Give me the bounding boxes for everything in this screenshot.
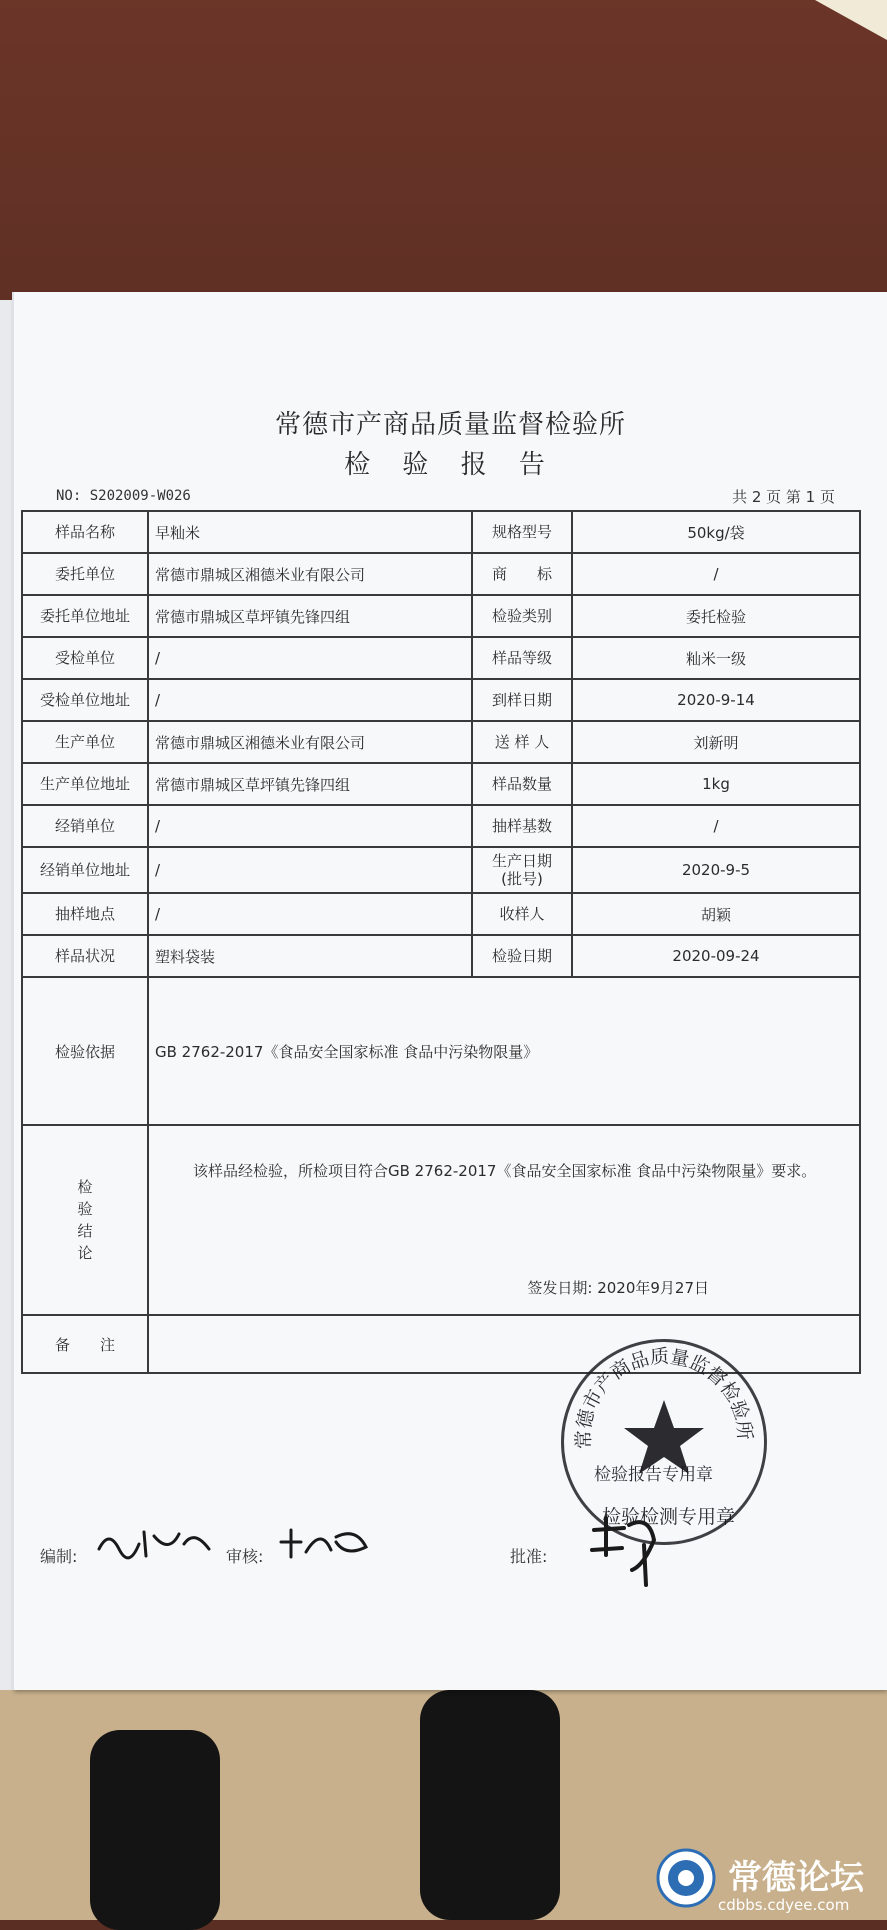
row-value-right: 胡颖: [572, 893, 860, 935]
approver-signature: [584, 1510, 674, 1590]
compiled-by: [40, 1544, 77, 1567]
conclusion-text: 该样品经检验，所检项目符合GB 2762-2017《食品安全国家标准 食品中污染物限量》要求。: [193, 1162, 817, 1180]
row-label-right: 抽样基数: [472, 805, 572, 847]
row-label-left: 生产单位地址: [22, 763, 148, 805]
row-label-right: 送 样 人: [472, 721, 572, 763]
basis-row: [22, 977, 860, 1125]
info-row: [22, 511, 860, 553]
row-label-left: 经销单位: [22, 805, 148, 847]
row-value-left: 常德市鼎城区草坪镇先锋四组: [148, 763, 472, 805]
reviewed-by: [226, 1544, 263, 1567]
row-label-left: 样品状况: [22, 935, 148, 977]
row-value-right: 2020-09-24: [572, 935, 860, 977]
row-value-right: 籼米一级: [572, 637, 860, 679]
row-value-left: /: [148, 637, 472, 679]
row-label-left: 样品名称: [22, 511, 148, 553]
info-row: [22, 595, 860, 637]
row-value-left: /: [148, 847, 472, 893]
row-label-right: 检验日期: [472, 935, 572, 977]
row-value-right: /: [572, 553, 860, 595]
basis-value: GB 2762-2017《食品安全国家标准 食品中污染物限量》: [148, 977, 860, 1125]
row-value-left: 常德市鼎城区湘德米业有限公司: [148, 553, 472, 595]
shoe-right: [420, 1690, 560, 1920]
conclusion-cell: [148, 1125, 860, 1315]
row-value-right: 2020-9-14: [572, 679, 860, 721]
row-value-left: 常德市鼎城区湘德米业有限公司: [148, 721, 472, 763]
row-value-right: 1kg: [572, 763, 860, 805]
conclusion-label: 检 验 结 论: [22, 1125, 148, 1315]
row-label-right: 样品等级: [472, 637, 572, 679]
sign-date-label: 签发日期:: [527, 1279, 593, 1297]
stamp-ring-text: 常德市产商品质量监督检验所: [572, 1345, 756, 1450]
row-value-left: /: [148, 679, 472, 721]
stamp-inner-text: 检验报告专用章: [594, 1465, 713, 1485]
site-name: 常德论坛: [728, 1858, 864, 1898]
info-row: [22, 763, 860, 805]
info-row: [22, 721, 860, 763]
row-label-left: 经销单位地址: [22, 847, 148, 893]
row-value-right: 2020-9-5: [572, 847, 860, 893]
row-label-left: 生产单位: [22, 721, 148, 763]
reviewed-label: 审核:: [226, 1547, 264, 1566]
approved-by: [510, 1544, 547, 1567]
stamp-bottom-text: 检验检测专用章: [602, 1506, 736, 1528]
row-value-right: 委托检验: [572, 595, 860, 637]
row-label-left: 受检单位地址: [22, 679, 148, 721]
row-label-left: 抽样地点: [22, 893, 148, 935]
row-label-right: 检验类别: [472, 595, 572, 637]
approved-label: 批准:: [510, 1547, 548, 1566]
row-label-left: 受检单位: [22, 637, 148, 679]
info-row: [22, 679, 860, 721]
row-label-right: 样品数量: [472, 763, 572, 805]
info-row: [22, 847, 860, 893]
report-number: NO: S202009-W026: [56, 488, 191, 504]
row-label-left: 委托单位: [22, 553, 148, 595]
shoe-left: [90, 1730, 220, 1930]
sign-date: [527, 1277, 709, 1298]
basis-label: 检验依据: [22, 977, 148, 1125]
row-label-right: 商 标: [472, 553, 572, 595]
page-info: 共 2 页 第 1 页: [732, 488, 835, 506]
row-label-right: 到样日期: [472, 679, 572, 721]
compiler-signature: [94, 1524, 214, 1564]
org-title: 常德市产商品质量监督检验所: [274, 410, 626, 440]
row-label-right: 生产日期 (批号): [472, 847, 572, 893]
conclusion-row: [22, 1125, 860, 1315]
row-label-right: 规格型号: [472, 511, 572, 553]
doc-title: 检 验 报 告: [344, 450, 557, 480]
info-row: [22, 893, 860, 935]
row-value-left: /: [148, 893, 472, 935]
remarks-label: 备 注: [22, 1315, 148, 1373]
row-label-left: 委托单位地址: [22, 595, 148, 637]
row-value-right: /: [572, 805, 860, 847]
site-logo-icon: [656, 1848, 716, 1908]
info-row: [22, 553, 860, 595]
row-value-right: 50kg/袋: [572, 511, 860, 553]
row-label-right: 收样人: [472, 893, 572, 935]
sign-date-value: 2020年9月27日: [597, 1279, 709, 1297]
paper-edge: [0, 300, 14, 1690]
row-value-left: /: [148, 805, 472, 847]
row-value-right: 刘新明: [572, 721, 860, 763]
compiled-label: 编制:: [40, 1547, 78, 1566]
info-row: [22, 637, 860, 679]
info-row: [22, 935, 860, 977]
row-value-left: 早籼米: [148, 511, 472, 553]
row-value-left: 塑料袋装: [148, 935, 472, 977]
info-row: [22, 805, 860, 847]
site-url: cdbbs.cdyee.com: [718, 1896, 850, 1914]
report-table: [21, 510, 861, 1374]
reviewer-signature: [276, 1522, 376, 1562]
report-page: [14, 292, 887, 1690]
row-value-left: 常德市鼎城区草坪镇先锋四组: [148, 595, 472, 637]
